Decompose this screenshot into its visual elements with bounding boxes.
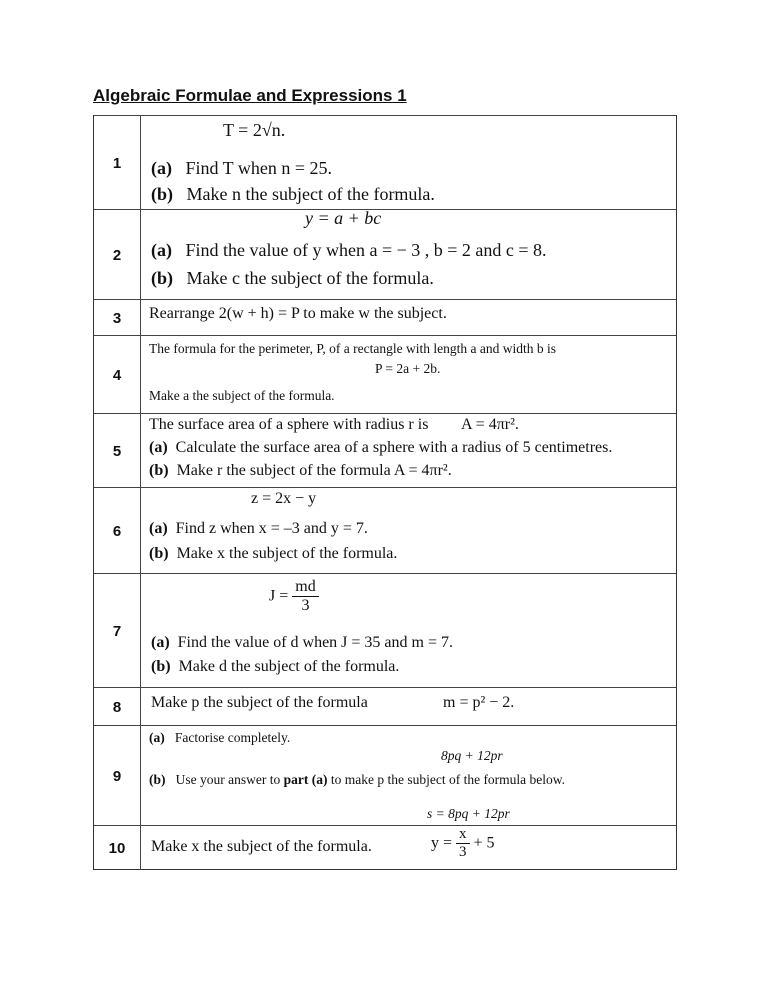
question-number: 10 [94,826,141,870]
question-body [141,300,676,336]
question-formula: P = 2a + 2b. [375,361,441,376]
question-formula: T = 2√n. [223,120,286,140]
question-row-10 [94,825,676,870]
part-b: (b) Make x the subject of the formula. [149,545,398,562]
question-row-6 [94,487,676,574]
question-text: The formula for the perimeter, P, of a rectangle with length a and width b is [149,341,556,356]
question-number: 9 [94,726,141,826]
part-a: (a) Factorise completely. [149,730,291,745]
part-b: (b) Make c the subject of the formula. [151,268,434,288]
part-a: (a) Find T when n = 25. [151,158,332,178]
question-formula: s = 8pq + 12pr [427,806,510,821]
page-title: Algebraic Formulae and Expressions 1 [93,86,407,105]
question-text: Rearrange 2(w + h) = P to make w the subject. [149,305,447,322]
question-body [141,414,676,488]
question-text: Make a the subject of the formula. [149,388,335,403]
question-text: Make x the subject of the formula. [151,838,372,855]
question-text: Make p the subject of the formula [151,694,368,711]
question-row-8 [94,687,676,726]
question-body [141,688,676,726]
question-row-4 [94,335,676,414]
question-number: 4 [94,336,141,414]
question-number: 2 [94,210,141,300]
part-a: (a) Find the value of d when J = 35 and m = 7. [151,634,453,651]
question-body [141,574,676,688]
part-b: (b) Make r the subject of the formula A = 4πr². [149,462,452,479]
question-body [141,336,676,414]
question-formula: 8pq + 12pr [441,748,503,763]
part-a: (a) Find z when x = –3 and y = 7. [149,520,368,537]
question-body [141,488,676,574]
question-number: 6 [94,488,141,574]
question-number: 1 [94,116,141,210]
question-body [141,726,676,826]
part-a: (a) Find the value of y when a = − 3 , b = 2 and c = 8. [151,240,547,260]
question-number: 3 [94,300,141,336]
part-b: (b) Make d the subject of the formula. [151,658,400,675]
question-row-2 [94,209,676,300]
part-b: (b) Make n the subject of the formula. [151,184,435,204]
part-a: (a) Calculate the surface area of a sphere with a radius of 5 centimetres. [149,439,613,456]
question-formula: y = $\frac{x}{3}$ + 5 [431,826,495,861]
question-text: The surface area of a sphere with radius r is [149,416,429,433]
question-formula: m = p² − 2. [443,694,515,711]
question-body [141,210,676,300]
question-row-5 [94,413,676,488]
questions-table [93,115,677,870]
question-number: 7 [94,574,141,688]
question-row-9 [94,725,676,826]
question-row-1 [94,115,676,210]
part-b: (b) Use your answer to part (a) to make p the subject of the formula below. [149,772,566,787]
question-formula: A = 4πr². [461,416,519,433]
question-row-7 [94,573,676,688]
question-formula: y = a + bc [305,208,382,228]
question-formula: J = $\frac{md}{3}$ [269,578,319,616]
question-number: 5 [94,414,141,488]
question-body [141,826,676,870]
question-row-3 [94,299,676,336]
question-number: 8 [94,688,141,726]
question-body [141,116,676,210]
question-formula: z = 2x − y [251,490,317,507]
